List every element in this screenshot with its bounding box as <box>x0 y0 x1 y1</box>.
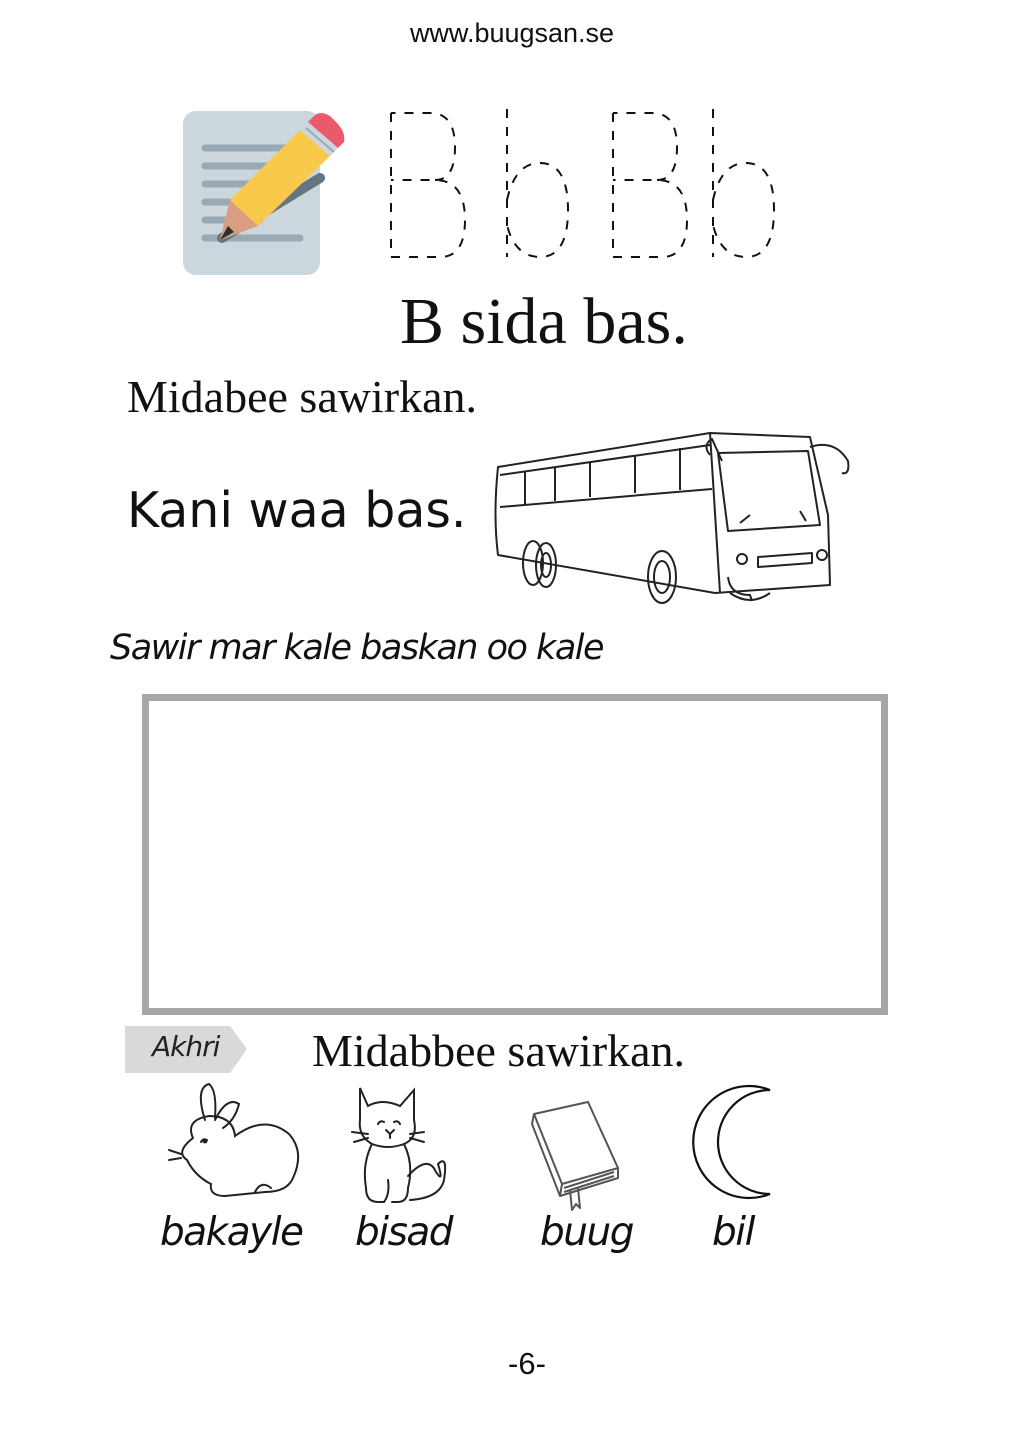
word-bil: bil <box>712 1210 754 1255</box>
drawing-area[interactable] <box>142 694 888 1015</box>
page-title: B sida bas. <box>400 285 688 358</box>
letter-tracing <box>385 105 785 265</box>
drawing-prompt: Sawir mar kale baskan oo kale <box>110 628 604 668</box>
coloring-instruction: Midabee sawirkan. <box>127 371 477 422</box>
crescent-moon-icon <box>680 1082 780 1202</box>
word-bakayle: bakayle <box>160 1210 303 1255</box>
page-number: -6- <box>508 1346 546 1381</box>
rabbit-icon <box>165 1080 305 1202</box>
website-url: www.buugsan.se <box>409 18 615 48</box>
cat-icon <box>348 1084 453 1212</box>
bus-icon <box>490 425 855 610</box>
read-tag: Akhri <box>152 1030 220 1063</box>
word-buug: buug <box>540 1210 633 1255</box>
example-sentence: Kani waa bas. <box>127 482 467 539</box>
memo-pencil-icon <box>180 108 345 280</box>
word-bisad: bisad <box>355 1210 453 1255</box>
tracing-letters-text: B b B b <box>385 105 389 106</box>
coloring-instruction-2: Midabbee sawirkan. <box>312 1025 685 1076</box>
book-icon <box>528 1100 623 1212</box>
